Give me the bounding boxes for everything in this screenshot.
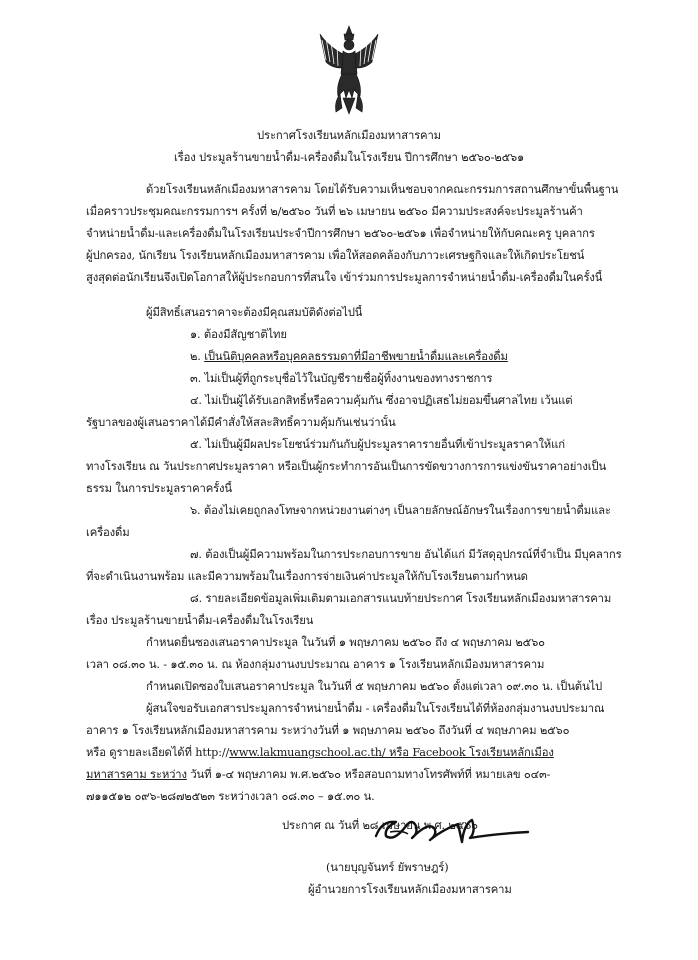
qualification-item-5: ๕. ไม่เป็นผู้มีผลประโยชน์ร่วมกันกับผู้ประมูลราคารายอื่นที่เข้าประมูลราคาให้แก่ <box>190 438 565 451</box>
qualification-item-3: ๓. ไม่เป็นผู้ที่ถูกระบุชื่อไว้ในบัญชีรายชื่อผู้ทิ้งงานของทางราชการ <box>190 372 493 385</box>
announcement-date: ประกาศ ณ วันที่ ๒๘ เมษายน พ.ศ. ๒๕๖๐ <box>282 819 478 832</box>
intro-line: ผู้ปกครอง, นักเรียน โรงเรียนหลักเมืองมหาสารคาม เพื่อให้สอดคล้องกับภาวะเศรษฐกิจและให้เกิดประโยชน์ <box>86 249 585 262</box>
garuda-emblem-icon <box>316 24 382 116</box>
item-number: ๒. <box>190 350 205 363</box>
details-link-line <box>86 745 554 761</box>
qualification-item-8: ๘. รายละเอียดข้อมูลเพิ่มเติมตามเอกสารแนบท้ายประกาศ โรงเรียนหลักเมืองมหาสารคาม <box>190 592 612 605</box>
qualification-item-4: ๔. ไม่เป็นผู้ได้รับเอกสิทธิ์หรือความคุ้มกัน ซึ่งอาจปฏิเสธไม่ยอมขึ้นศาลไทย เว้นแต่ <box>190 394 573 407</box>
qualification-item-5-cont: ธรรม ในการประมูลราคาครั้งนี้ <box>86 482 232 495</box>
qualifications-heading: ผู้มีสิทธิ์เสนอราคาจะต้องมีคุณสมบัติดังต่อไปนี้ <box>146 306 363 319</box>
qualification-item-4-cont: รัฐบาลของผู้เสนอราคาได้มีคำสั่งให้สละสิทธิ์ความคุ้มกันเช่นว่านั้น <box>86 416 396 429</box>
intro-line: ด้วยโรงเรียนหลักเมืองมหาสารคาม โดยได้รับความเห็นชอบจากคณะกรรมการสถานศึกษาขั้นพื้นฐาน <box>146 183 619 196</box>
qualification-item-2 <box>190 349 508 365</box>
qualification-item-7-cont: ที่จะดำเนินงานพร้อม และมีความพร้อมในเรื่องการจ่ายเงินค่าประมูลให้กับโรงเรียนตามกำหนด <box>86 570 528 583</box>
item-text: เป็นนิติบุคคลหรือบุคคลธรรมดาที่มีอาชีพขายน้ำดื่มและเครื่องดื่ม <box>204 350 508 363</box>
intro-line: เมื่อคราวประชุมคณะกรรมการฯ ครั้งที่ ๒/๒๕๖๐ วันที่ ๒๖ เมษายน ๒๕๖๐ มีความประสงค์จะประมูลร้านค้า <box>86 205 583 218</box>
qualification-item-5-cont: ทางโรงเรียน ณ วันประกาศประมูลราคา หรือเป็นผู้กระทำการอันเป็นการขัดขวางการการแข่งขันราคาอย่างเป็น <box>86 460 607 473</box>
document-request: ผู้สนใจขอรับเอกสารประมูลการจำหน่ายน้ำดื่ม - เครื่องดื่มในโรงเรียนได้ที่ห้องกลุ่มงานงบประมาณ <box>146 702 605 715</box>
signer-name: (นายบุญจันทร์ ยัพราษฎร์) <box>326 861 449 874</box>
org-title: ประกาศโรงเรียนหลักเมืองมหาสารคาม <box>257 129 441 142</box>
contact-phone: ๗๑๑๕๑๒ ๐๙๖-๒๘๗๒๕๒๓ ระหว่างเวลา ๐๘.๓๐ – ๑๕.๓๐ น. <box>86 790 375 803</box>
details-link-line-2 <box>86 767 550 783</box>
submission-period: กำหนดยื่นซองเสนอราคาประมูล ในวันที่ ๑ พฤษภาคม ๒๕๖๐ ถึง ๔ พฤษภาคม ๒๕๖๐ <box>146 636 545 649</box>
qualification-item-8-cont: เรื่อง ประมูลร้านขายน้ำดื่ม-เครื่องดื่มในโรงเรียน <box>86 614 314 627</box>
qualification-item-6-cont: เครื่องดื่ม <box>86 526 130 539</box>
facebook-link[interactable]: มหาสารคาม ระหว่าง <box>86 768 187 781</box>
website-link[interactable]: www.lakmuangschool.ac.th/ หรือ Facebook โรงเรียนหลักเมือง <box>229 746 554 759</box>
document-request-cont: อาคาร ๑ โรงเรียนหลักเมืองมหาสารคาม ระหว่างวันที่ ๑ พฤษภาคม ๒๕๖๐ ถึงวันที่ ๔ พฤษภาคม ๒๕๖๐ <box>86 724 570 737</box>
qualification-item-7: ๗. ต้องเป็นผู้มีความพร้อมในการประกอบการขาย อันได้แก่ มีวัสดุอุปกรณ์ที่จำเป็น มีบุคลากร <box>190 548 622 561</box>
qualification-item-1: ๑. ต้องมีสัญชาติไทย <box>190 328 287 341</box>
intro-line: จำหน่ายน้ำดื่ม-และเครื่องดื่มในโรงเรียนประจำปีการศึกษา ๒๕๖๐-๒๕๖๑ เพื่อจำหน่ายให้กับคณะครู บุคลากร <box>86 227 595 240</box>
details-prefix: หรือ ดูรายละเอียดได้ที่ http:// <box>86 746 230 759</box>
intro-line: สูงสุดต่อนักเรียนจึงเปิดโอกาสให้ผู้ประกอบการที่สนใจ เข้าร่วมการประมูลการจำหน่ายน้ำดื่ม-เครื่องดื่มในครั้งนี้ <box>86 271 603 284</box>
contact-dates: วันที่ ๑-๔ พฤษภาคม พ.ศ.๒๕๖๐ หรือสอบถามทางโทรศัพท์ที่ หมายเลข ๐๔๓- <box>186 768 551 781</box>
submission-time-place: เวลา ๐๘.๓๐ น. - ๑๕.๓๐ น. ณ ห้องกลุ่มงานงบประมาณ อาคาร ๑ โรงเรียนหลักเมืองมหาสารคาม <box>86 658 545 671</box>
signer-title: ผู้อำนวยการโรงเรียนหลักเมืองมหาสารคาม <box>308 883 512 896</box>
qualification-item-6: ๖. ต้องไม่เคยถูกลงโทษจากหน่วยงานต่างๆ เป็นลายลักษณ์อักษรในเรื่องการขายน้ำดื่มและ <box>190 504 611 517</box>
signature-icon <box>372 812 532 848</box>
subject-line: เรื่อง ประมูลร้านขายน้ำดื่ม-เครื่องดื่มในโรงเรียน ปีการศึกษา ๒๕๖๐-๒๕๖๑ <box>173 151 525 164</box>
bid-opening: กำหนดเปิดซองใบเสนอราคาประมูล ในวันที่ ๕ พฤษภาคม ๒๕๖๐ ตั้งแต่เวลา ๐๙.๓๐ น. เป็นต้นไป <box>146 680 603 693</box>
